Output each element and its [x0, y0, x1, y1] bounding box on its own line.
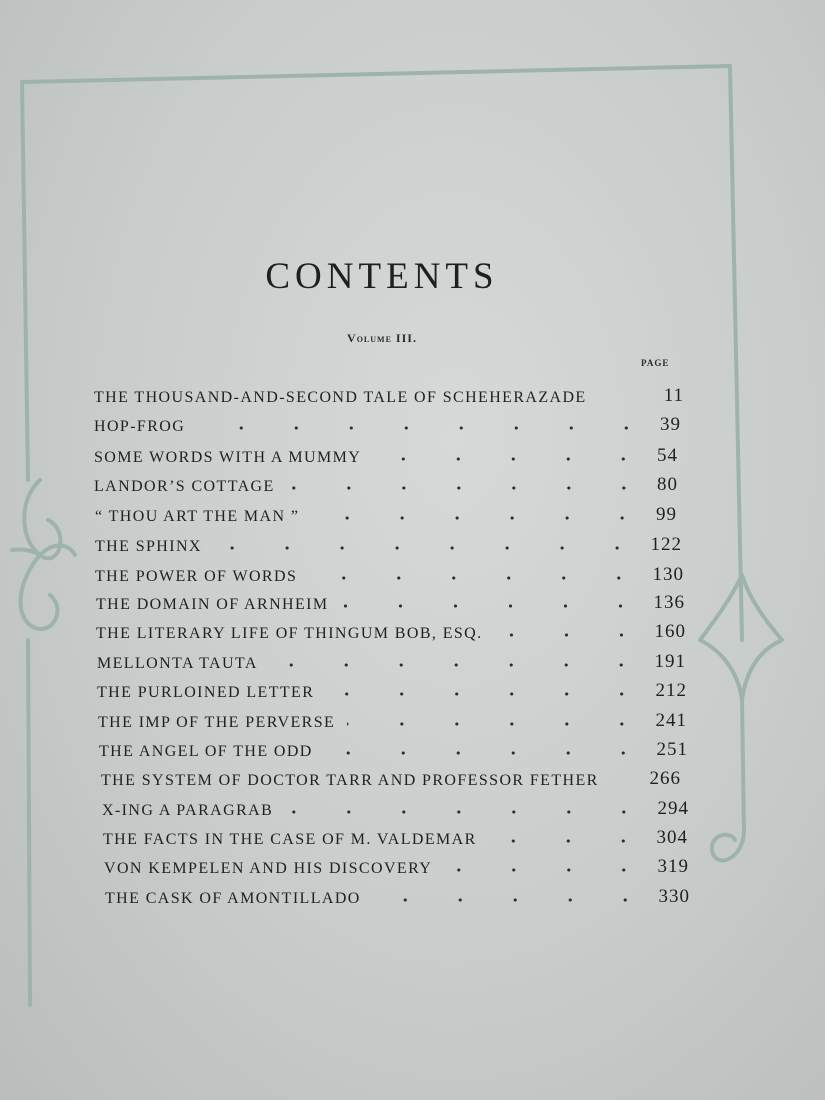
toc-entry[interactable]	[102, 794, 689, 820]
toc-entry-page: 11	[663, 385, 684, 406]
toc-entry-title: THE SYSTEM OF DOCTOR TARR AND PROFESSOR FETHER	[101, 772, 599, 789]
toc-entry-title: X-ING A PARAGRAB	[102, 802, 274, 819]
dot-leader	[311, 513, 650, 523]
page-title: CONTENTS	[265, 256, 499, 297]
toc-entry-page: 319	[657, 856, 689, 877]
dot-leader	[341, 601, 648, 611]
toc-entry[interactable]	[96, 588, 685, 614]
toc-entry-title: THE ANGEL OF THE ODD	[99, 743, 313, 760]
toc-entry[interactable]	[94, 381, 684, 407]
toc-entry[interactable]	[103, 823, 688, 849]
toc-entry-page: 266	[649, 768, 681, 789]
toc-entry-page: 212	[655, 680, 687, 701]
toc-entry[interactable]	[95, 500, 677, 526]
toc-entry[interactable]	[97, 676, 687, 702]
volume-label: Volume III.	[347, 331, 417, 345]
toc-entry[interactable]	[94, 470, 678, 496]
toc-entry-page: 80	[657, 474, 678, 495]
dot-leader	[373, 895, 653, 905]
toc-entry-title: MELLONTA TAUTA	[97, 655, 258, 672]
toc-entry-title: THE PURLOINED LETTER	[97, 684, 315, 701]
toc-entry[interactable]	[94, 410, 681, 436]
dot-leader	[373, 454, 651, 464]
toc-entry-page: 251	[656, 739, 688, 760]
toc-entry-page: 294	[657, 798, 689, 819]
toc-entry[interactable]	[105, 882, 690, 908]
dot-leader	[444, 865, 651, 875]
dot-leader	[214, 543, 645, 553]
toc-entry-title: THE CASK OF AMONTILLADO	[105, 890, 361, 907]
dot-leader	[197, 423, 654, 433]
toc-entry[interactable]	[99, 735, 688, 761]
toc-entry-title: THE IMP OF THE PERVERSE	[98, 714, 336, 731]
dot-leader	[285, 807, 651, 817]
toc-entry-page: 99	[656, 504, 677, 525]
toc-entry-page: 191	[654, 651, 686, 672]
toc-entry[interactable]	[95, 560, 684, 586]
toc-entry-title: SOME WORDS WITH A MUMMY	[94, 449, 362, 466]
dot-leader	[270, 660, 649, 670]
dot-leader	[347, 719, 649, 729]
toc-entry-page: 130	[652, 564, 684, 585]
dot-leader	[489, 836, 651, 846]
toc-entry-title: THE LITERARY LIFE OF THINGUM BOB, ESQ.	[96, 625, 483, 642]
toc-entry[interactable]	[94, 441, 678, 467]
dot-leader	[325, 748, 651, 758]
toc-entry-page: 54	[657, 445, 678, 466]
toc-entry-page: 241	[655, 710, 687, 731]
toc-entry[interactable]	[95, 530, 682, 556]
toc-entry[interactable]	[101, 764, 681, 790]
toc-entry-title: THE SPHINX	[95, 538, 202, 555]
dot-leader	[326, 689, 649, 699]
toc-entry-page: 330	[658, 886, 690, 907]
toc-entry[interactable]	[98, 706, 687, 732]
toc-entry-title: “ THOU ART THE MAN ”	[95, 508, 300, 525]
toc-entry-page: 136	[653, 592, 685, 613]
toc-entry-title: VON KEMPELEN AND HIS DISCOVERY	[104, 860, 433, 877]
dot-leader	[495, 630, 649, 640]
toc-entry-page: 39	[660, 414, 681, 435]
toc-entry-page: 160	[654, 621, 686, 642]
toc-entry-title: THE DOMAIN OF ARNHEIM	[96, 596, 329, 613]
toc-entry-title: HOP-FROG	[94, 418, 186, 435]
toc-entry-page: 122	[650, 534, 682, 555]
toc-entry-title: THE POWER OF WORDS	[95, 568, 298, 585]
toc-entry[interactable]	[97, 647, 686, 673]
toc-entry-title: THE THOUSAND-AND-SECOND TALE OF SCHEHERAZADE	[94, 389, 587, 406]
toc-entry[interactable]	[96, 617, 686, 643]
toc-entry-title: THE FACTS IN THE CASE OF M. VALDEMAR	[103, 831, 477, 848]
toc-entry[interactable]	[104, 852, 689, 878]
toc-entry-page: 304	[656, 827, 688, 848]
page-column-header: PAGE	[641, 358, 670, 368]
dot-leader	[287, 483, 651, 493]
left-flourish	[12, 480, 75, 629]
dot-leader	[309, 573, 646, 583]
toc-entry-title: LANDOR’S COTTAGE	[94, 478, 275, 495]
